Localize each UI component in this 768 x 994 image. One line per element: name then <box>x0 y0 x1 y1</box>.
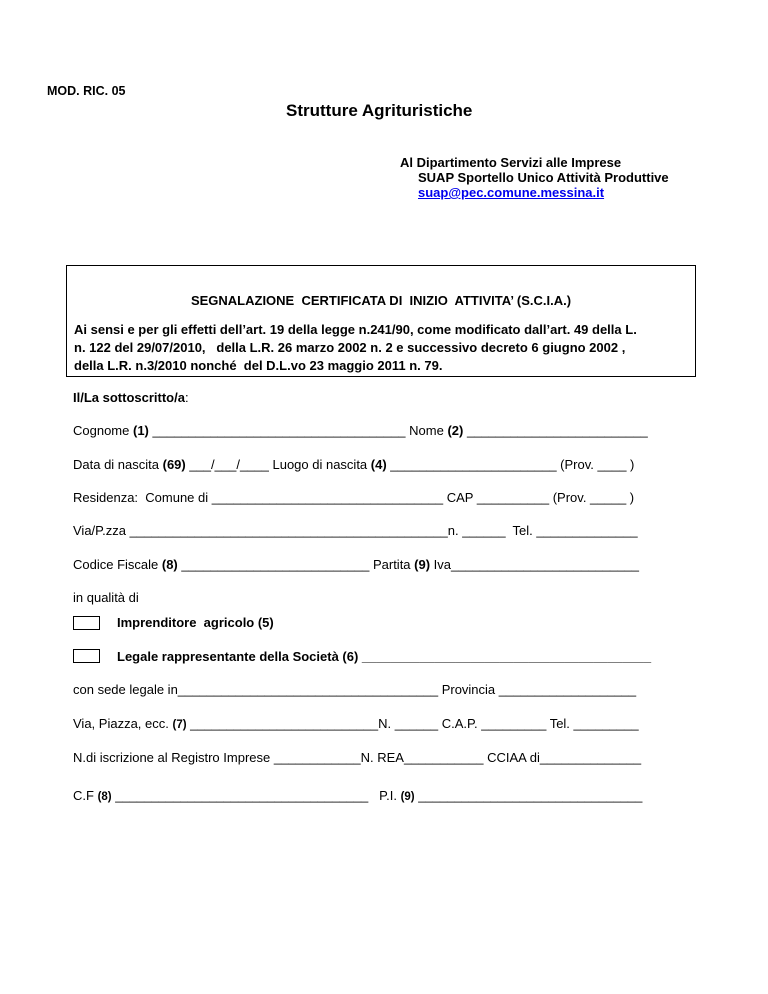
option-legal-representative[interactable]: Legale rappresentante della Società (6) ________________________________________ <box>117 649 652 664</box>
birth-field[interactable]: Data di nascita (69) ___/___/____ Luogo di nascita (4) _______________________ (Prov. ____ ) <box>73 457 635 472</box>
checkbox-legal-representative[interactable] <box>73 649 100 663</box>
tax-code-field[interactable]: Codice Fiscale (8) __________________________ Partita (9) Iva__________________________ <box>73 557 639 572</box>
checkbox-agricultural-entrepreneur[interactable] <box>73 616 100 630</box>
option-agricultural-entrepreneur: Imprenditore agricolo (5) <box>117 615 274 630</box>
registered-office-field[interactable]: con sede legale in____________________________________ Provincia ___________________ <box>73 682 637 697</box>
recipient-line-1: Al Dipartimento Servizi alle Imprese <box>400 155 622 170</box>
scia-legal-line-3: della L.R. n.3/2010 nonché del D.L.vo 23 maggio 2011 n. 79. <box>74 358 443 373</box>
signer-label: Il/La sottoscritto/a: <box>73 390 189 405</box>
scia-legal-line-2: n. 122 del 29/07/2010, della L.R. 26 marzo 2002 n. 2 e successivo decreto 6 giugno 2002 , <box>74 340 626 355</box>
address-field[interactable]: Via/P.zza ____________________________________________n. ______ Tel. ______________ <box>73 523 638 538</box>
scia-box <box>66 265 696 377</box>
surname-name-field[interactable]: Cognome (1) ___________________________________ Nome (2) _________________________ <box>73 423 648 438</box>
capacity-label: in qualità di <box>73 590 139 605</box>
scia-heading: SEGNALAZIONE CERTIFICATA DI INIZIO ATTIVITA’ (S.C.I.A.) <box>190 293 572 308</box>
company-address-field[interactable]: Via, Piazza, ecc. (7) __________________________N. ______ C.A.P. _________ Tel. _________ <box>73 716 639 731</box>
form-code: MOD. RIC. 05 <box>47 84 126 98</box>
recipient-line-2: SUAP Sportello Unico Attività Produttive <box>418 170 669 185</box>
company-tax-field[interactable]: C.F (8) ___________________________________ P.I. (9) _______________________________ <box>73 788 643 803</box>
residence-field[interactable]: Residenza: Comune di ________________________________ CAP __________ (Prov. _____ ) <box>73 490 635 505</box>
page-title: Strutture Agrituristiche <box>286 101 473 120</box>
registry-field[interactable]: N.di iscrizione al Registro Imprese ____________N. REA___________ CCIAA di______________ <box>73 750 642 765</box>
email-link[interactable]: suap@pec.comune.messina.it <box>418 185 605 200</box>
scia-legal-line-1: Ai sensi e per gli effetti dell’art. 19 della legge n.241/90, come modificato dall’art. 49 della L. <box>74 322 637 337</box>
